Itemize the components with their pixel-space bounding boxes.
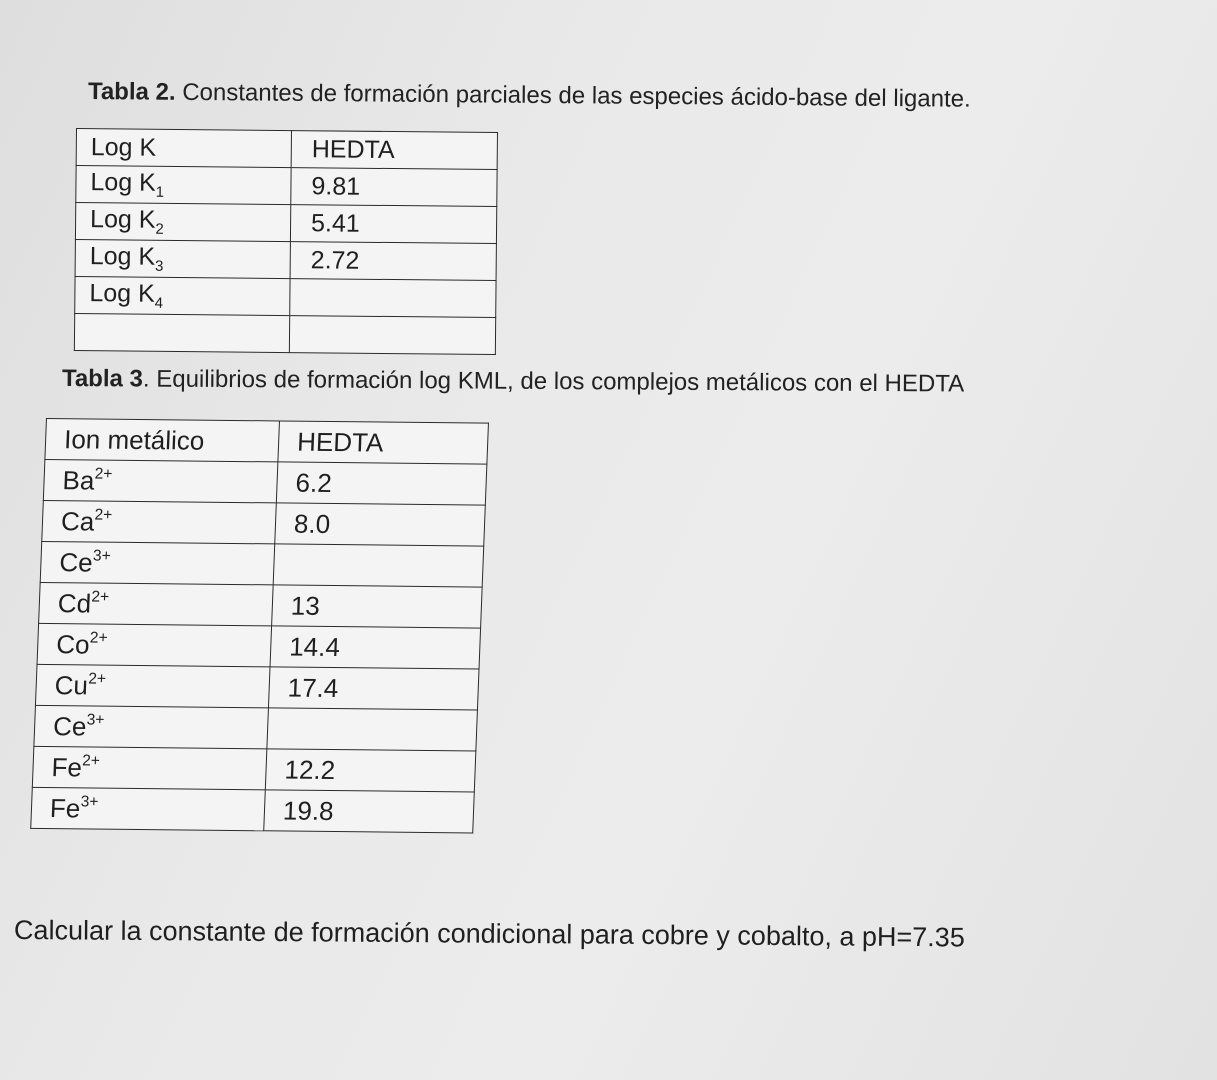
log-kml-value: 17.4 [268,667,479,710]
hedta-value: 5.41 [290,205,496,244]
metal-charge: 3+ [80,793,99,811]
metal-ion-cell [39,582,274,625]
log-kml-value: 6.2 [276,462,487,505]
log-kml-value: 13 [272,585,483,628]
hedta-value [290,279,496,318]
log-k-subscript: 3 [154,257,164,275]
metal-symbol: Fe [51,752,83,783]
log-k-label [75,203,290,242]
log-k-text: Log K [89,241,156,271]
table-row [42,500,486,546]
table-row [75,239,496,280]
metal-ion-cell [34,705,269,748]
log-k-label [75,276,290,315]
metal-symbol: Co [55,629,91,660]
log-k-label [76,166,291,205]
header-hedta: HEDTA [291,131,497,170]
metal-charge: 2+ [81,752,101,770]
table-row [75,276,496,317]
log-k-subscript: 1 [155,183,165,201]
metal-ion-cell [37,623,272,666]
log-k-text: Log K [90,167,156,197]
metal-charge: 2+ [91,588,110,606]
table-row [35,664,479,710]
hedta-value: 9.81 [291,168,497,207]
table3-caption-text: . Equilibrios de formación log KML, de los complejos metálicos con el HEDTA [142,365,965,398]
log-kml-value [273,544,484,587]
metal-charge: 3+ [92,547,112,565]
log-kml-value: 12.2 [265,749,476,792]
log-k-text: Log K [89,278,155,308]
log-kml-value [267,708,478,751]
question-text: Calcular la constante de formación condicional para cobre y cobalto, a pH=7.35 [13,915,965,953]
metal-symbol: Ce [58,547,94,578]
metal-charge: 2+ [94,506,113,524]
metal-symbol: Cu [54,670,89,701]
header-log-k: Log K [76,129,291,168]
metal-charge: 3+ [86,711,105,729]
log-k-subscript: 4 [154,294,164,312]
metal-symbol: Cd [57,588,92,619]
table-header-row [76,129,497,170]
metal-ion-cell [31,787,266,830]
log-kml-value: 14.4 [270,626,481,669]
table3-caption [62,365,964,399]
partial-formation-constants-table [74,128,498,355]
log-k-subscript: 2 [155,220,164,238]
metal-symbol: Fe [49,793,81,824]
metal-charge: 2+ [87,670,107,688]
metal-ion-cell [43,459,278,502]
metal-ion-cell [32,746,267,789]
table2-caption [88,78,971,114]
log-k-label [74,313,289,352]
hedta-value [289,316,495,355]
table-row [76,166,497,207]
metal-symbol: Ca [60,506,95,537]
metal-complex-formation-table [30,418,489,833]
hedta-value: 2.72 [290,242,496,281]
table-row [43,459,487,505]
header-hedta: HEDTA [278,421,489,464]
table-header-row [45,419,489,465]
table-row [75,203,496,244]
table-row [74,313,495,354]
table2-caption-text: Constantes de formación parciales de las especies ácido-base del ligante. [175,78,971,113]
table-row [32,746,476,792]
table-row [40,541,484,587]
metal-charge: 2+ [89,629,108,647]
metal-symbol: Ce [52,711,87,742]
table-row [34,705,478,751]
metal-ion-cell [42,500,277,543]
header-metal-ion: Ion metálico [45,419,280,462]
log-k-label [75,239,290,278]
log-kml-value: 19.8 [264,790,475,833]
metal-ion-cell [40,541,275,584]
log-kml-value: 8.0 [275,503,486,546]
table-row [37,623,481,669]
metal-symbol: Ba [62,465,96,496]
table-row [39,582,483,628]
metal-ion-cell [35,664,270,707]
metal-charge: 2+ [94,465,113,483]
log-k-text: Log K [89,204,156,234]
table-row [31,787,475,833]
table3-caption-label: Tabla 3 [61,365,144,393]
table2-caption-label: Tabla 2. [87,78,176,106]
